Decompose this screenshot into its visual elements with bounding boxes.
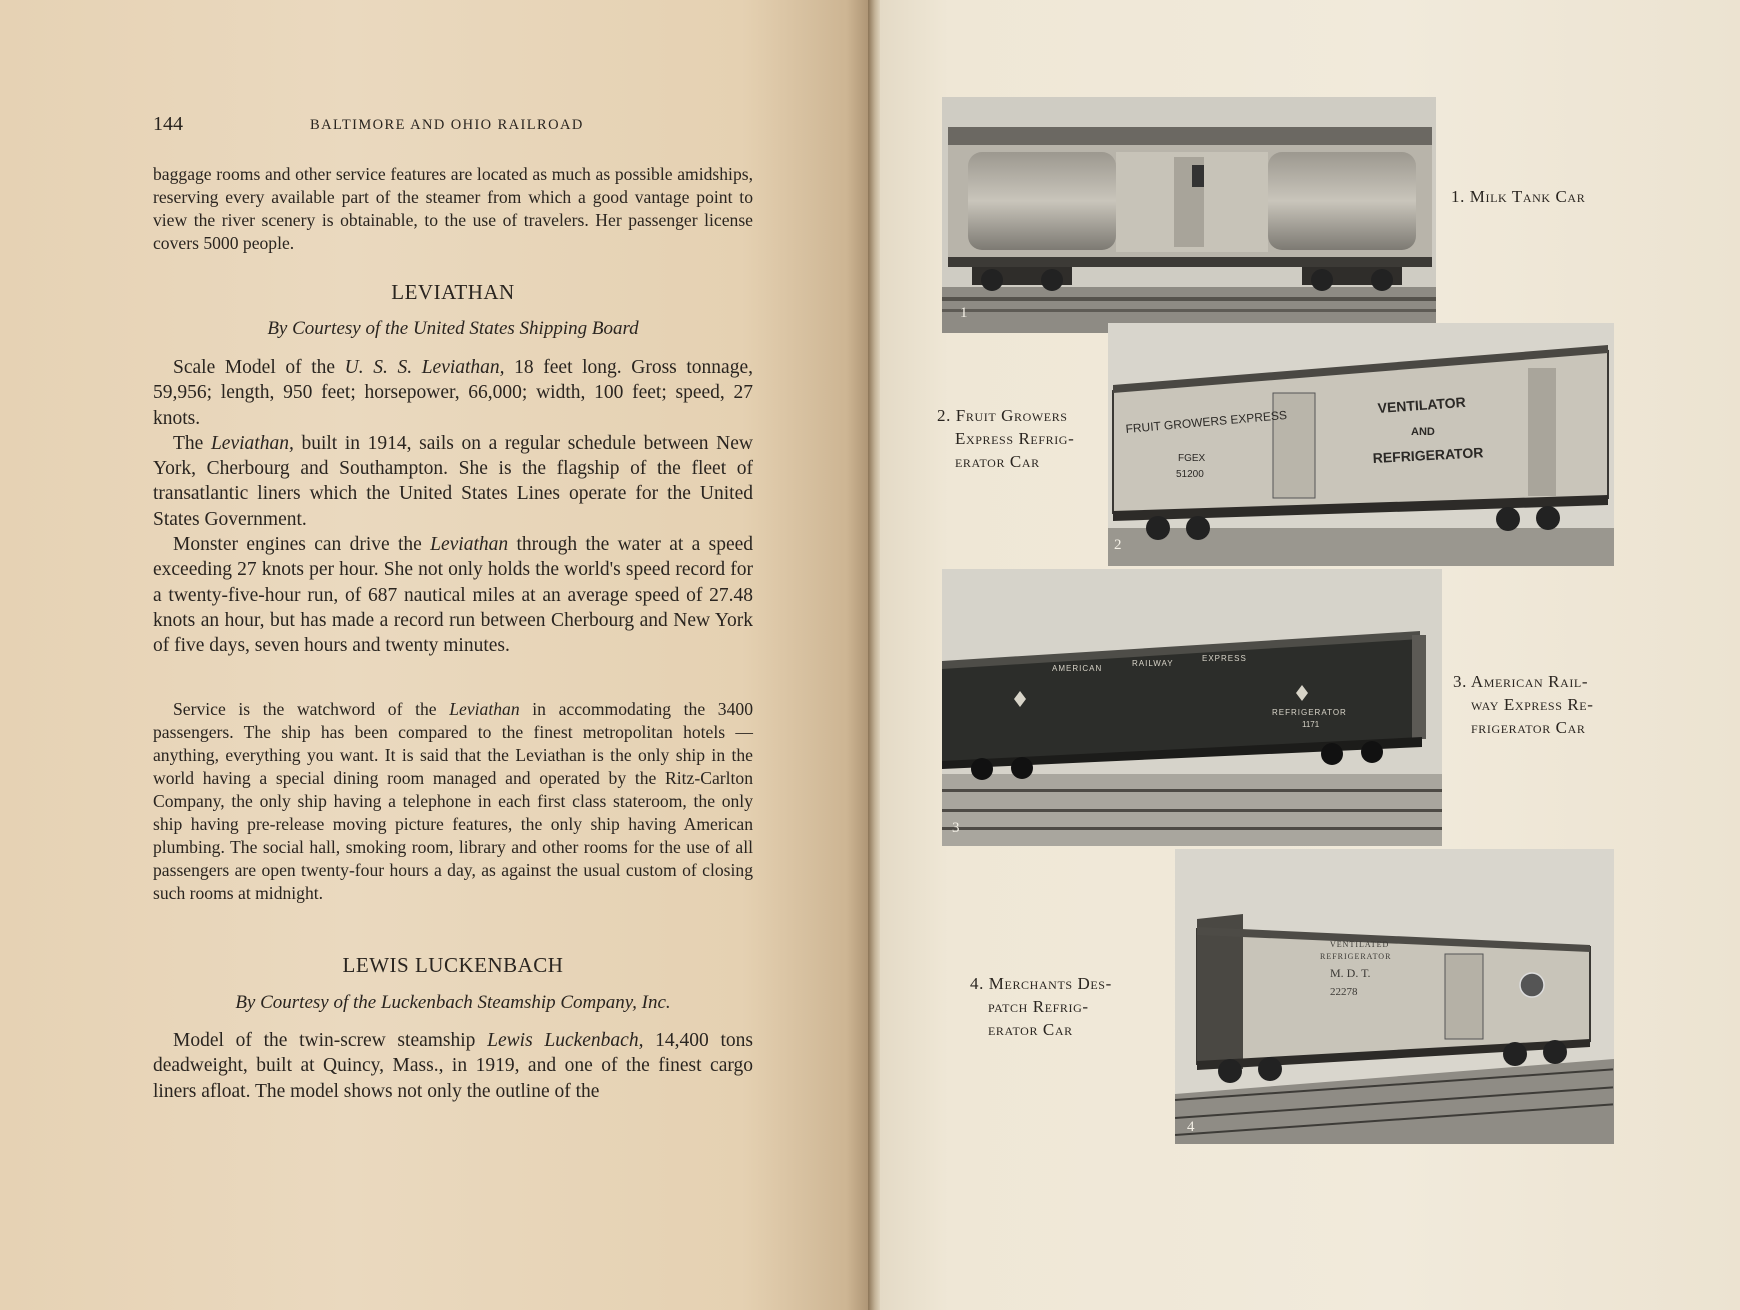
car-text-railway: RAILWAY <box>1132 659 1174 668</box>
caption-fruit-growers: 2. Fruit Growers Express Refrig- erator Car <box>937 406 1075 471</box>
caption-american-railway-express: 3. American Rail- way Express Re- frigerator Car <box>1453 672 1594 737</box>
car-text-number: 51200 <box>1176 469 1204 480</box>
luckenbach-body <box>153 1028 753 1104</box>
car-text-code: FGEX <box>1178 453 1206 464</box>
luckenbach-courtesy: By Courtesy of the Luckenbach Steamship Company, Inc. <box>235 992 671 1013</box>
leviathan-paragraph-1: Scale Model of the U. S. S. Leviathan, 18 feet long. Gross tonnage, 59,956; length, 950 feet; horsepower, 66,000; width, 100 feet; speed, 27 knots. <box>153 357 753 429</box>
figure-number-3: 3 <box>952 820 960 836</box>
car-text-refrigerator-4: REFRIGERATOR <box>1320 952 1392 961</box>
running-title: BALTIMORE AND OHIO RAILROAD <box>310 117 584 133</box>
figure-number-1: 1 <box>960 305 968 321</box>
leviathan-courtesy: By Courtesy of the United States Shipping Board <box>267 318 639 339</box>
luckenbach-heading: LEWIS LUCKENBACH <box>342 953 564 977</box>
leviathan-paragraph-2: The Leviathan, built in 1914, sails on a regular schedule between New York, Cherbourg and Southampton. She is the flagship of the fleet of transatlantic liners which the United States Lines operate for the United States Government. <box>153 432 753 530</box>
car-text-ventilator: VENTILATOR <box>1377 393 1467 416</box>
photo-american-railway-express-car <box>942 569 1442 846</box>
leviathan-paragraph-3: Monster engines can drive the Leviathan through the water at a speed exceeding 27 knots per hour. She not only holds the world's speed record for a twenty-five-hour run, of 687 nautical miles at an average speed of 27.48 knots an hour, but has made a record run between Cherbourg and New York of five days, seven hours and twenty minutes. <box>153 534 753 657</box>
intro-paragraph: baggage rooms and other service features are located as much as possible amidships, reserving every available part of the steamer from which a good vantage point to view the river scenery is obtainable, to the use of travelers. Her passenger license covers 5000 people. <box>153 164 753 253</box>
car-text-fgx: FRUIT GROWERS EXPRESS <box>1125 407 1288 436</box>
leviathan-service-block <box>153 698 753 905</box>
page-number: 144 <box>153 113 183 135</box>
intro-paragraph-block <box>153 163 753 255</box>
figure-number-2: 2 <box>1114 537 1122 553</box>
car-text-express: EXPRESS <box>1202 654 1247 663</box>
car-text-number-3: 1171 <box>1302 720 1320 729</box>
figure-number-4: 4 <box>1187 1119 1195 1135</box>
car-text-refrigerator: REFRIGERATOR <box>1372 444 1484 466</box>
car-text-refrigerator-3: REFRIGERATOR <box>1272 708 1347 717</box>
photo-fruit-growers-car <box>1108 323 1614 566</box>
photo-milk-tank-car <box>942 97 1436 333</box>
car-text-mdt: M. D. T. <box>1330 966 1371 980</box>
luckenbach-paragraph-1: Model of the twin-screw steamship Lewis Luckenbach, 14,400 tons deadweight, built at Quincy, Mass., in 1919, and one of the finest cargo liners afloat. The model shows not only the outline of the <box>153 1030 753 1102</box>
running-head <box>153 113 753 143</box>
car-text-ventilated: VENTILATED <box>1330 940 1390 949</box>
right-page <box>880 0 1740 1310</box>
leviathan-paragraph-4: Service is the watchword of the Leviathan in accommodating the 3400 passengers. The ship has been compared to the finest metropolitan hotels —anything, everything you want. It is said that the Leviathan is the only ship in the world having a special dining room managed and operated by the Ritz-Carlton Company, the only ship having a telephone in each first class stateroom, the only ship having pre-release moving picture features, the only ship having American plumbing. The social hall, smoking room, library and other rooms for the use of all passengers are open twenty-four hours a day, as against the usual custom of closing such rooms at midnight. <box>153 699 753 903</box>
caption-merchants-despatch: 4. Merchants Des- patch Refrig- erator Car <box>970 974 1112 1039</box>
caption-milk-tank-car: 1. Milk Tank Car <box>1451 187 1586 206</box>
car-text-american: AMERICAN <box>1052 664 1103 673</box>
leviathan-heading: LEVIATHAN <box>391 280 515 304</box>
leviathan-body <box>153 355 753 659</box>
car-text-number-4: 22278 <box>1330 986 1358 998</box>
car-text-and: AND <box>1411 426 1435 438</box>
photo-merchants-despatch-car <box>1175 849 1614 1144</box>
